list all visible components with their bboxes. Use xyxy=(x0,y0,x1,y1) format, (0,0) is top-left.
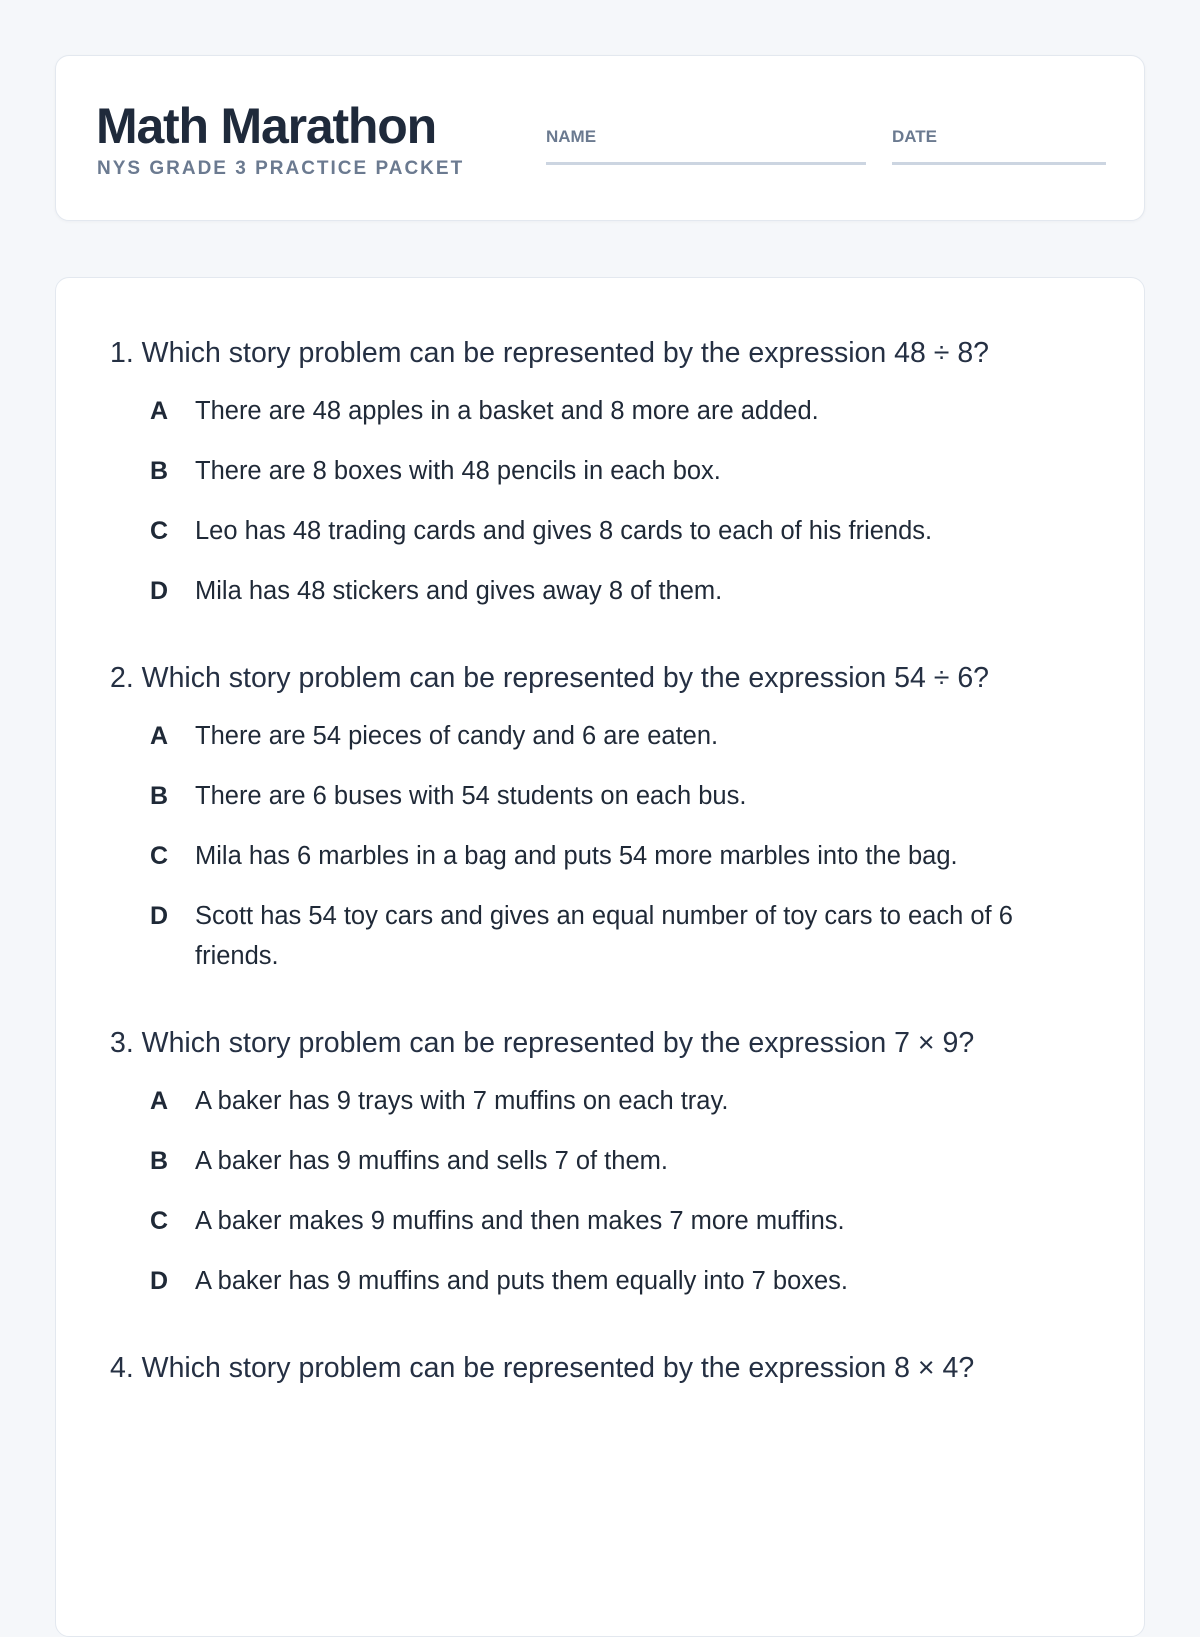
choice-letter: B xyxy=(150,782,169,810)
choice-text: There are 48 apples in a basket and 8 more are added. xyxy=(195,397,819,425)
choice-letter: D xyxy=(150,902,169,930)
questions-card xyxy=(55,277,1145,1637)
answer-choice-c[interactable] xyxy=(150,1201,1089,1241)
page-subtitle: NYS GRADE 3 PRACTICE PACKET xyxy=(97,158,465,179)
choice-text: A baker has 9 muffins and puts them equally into 7 boxes. xyxy=(195,1267,849,1295)
answer-choice-d[interactable] xyxy=(150,896,1089,976)
choice-letter: A xyxy=(150,397,169,425)
choice-text: Mila has 6 marbles in a bag and puts 54 more marbles into the bag. xyxy=(195,842,958,870)
question-2 xyxy=(110,655,1089,976)
answer-choice-a[interactable] xyxy=(150,391,1089,431)
question-text: 2. Which story problem can be represented by the expression 54 ÷ 6? xyxy=(110,662,990,694)
choice-letter: B xyxy=(150,457,169,485)
question-text: 1. Which story problem can be represented by the expression 48 ÷ 8? xyxy=(110,337,990,369)
answer-choice-c[interactable] xyxy=(150,836,1089,876)
answer-choice-a[interactable] xyxy=(150,716,1089,756)
name-label: NAME xyxy=(546,127,597,146)
answer-choice-d[interactable] xyxy=(150,571,1089,611)
date-field[interactable] xyxy=(892,124,1106,165)
choice-letter: C xyxy=(150,1207,169,1235)
choice-text: A baker makes 9 muffins and then makes 7 more muffins. xyxy=(195,1207,845,1235)
choice-letter: A xyxy=(150,1087,169,1115)
answer-choice-b[interactable] xyxy=(150,1141,1089,1181)
answer-choice-a[interactable] xyxy=(150,1081,1089,1121)
question-3 xyxy=(110,1020,1089,1301)
question-text: 3. Which story problem can be represented by the expression 7 × 9? xyxy=(110,1027,975,1059)
choice-text: Scott has 54 toy cars and gives an equal number of toy cars to each of 6 friends. xyxy=(195,902,1013,970)
choice-letter: D xyxy=(150,577,169,605)
page-title: Math Marathon xyxy=(96,98,436,154)
question-4 xyxy=(110,1345,1089,1392)
choice-text: A baker has 9 trays with 7 muffins on each tray. xyxy=(195,1087,729,1115)
choice-text: A baker has 9 muffins and sells 7 of them. xyxy=(195,1147,668,1175)
choice-text: There are 54 pieces of candy and 6 are eaten. xyxy=(195,722,719,750)
date-label: DATE xyxy=(892,127,938,146)
choice-letter: D xyxy=(150,1267,169,1295)
question-text: 4. Which story problem can be represented by the expression 8 × 4? xyxy=(110,1352,975,1384)
header-card xyxy=(55,55,1145,221)
choice-letter: C xyxy=(150,842,169,870)
answer-choice-b[interactable] xyxy=(150,776,1089,816)
answer-choice-c[interactable] xyxy=(150,511,1089,551)
choice-text: There are 6 buses with 54 students on each bus. xyxy=(195,782,747,810)
name-field[interactable] xyxy=(546,124,866,165)
answer-choice-d[interactable] xyxy=(150,1261,1089,1301)
choice-letter: A xyxy=(150,722,169,750)
choice-letter: C xyxy=(150,517,169,545)
choice-text: Leo has 48 trading cards and gives 8 cards to each of his friends. xyxy=(195,517,933,545)
choice-letter: B xyxy=(150,1147,169,1175)
answer-choice-b[interactable] xyxy=(150,451,1089,491)
choice-text: There are 8 boxes with 48 pencils in each box. xyxy=(195,457,721,485)
choice-text: Mila has 48 stickers and gives away 8 of them. xyxy=(195,577,723,605)
question-1 xyxy=(110,330,1089,611)
